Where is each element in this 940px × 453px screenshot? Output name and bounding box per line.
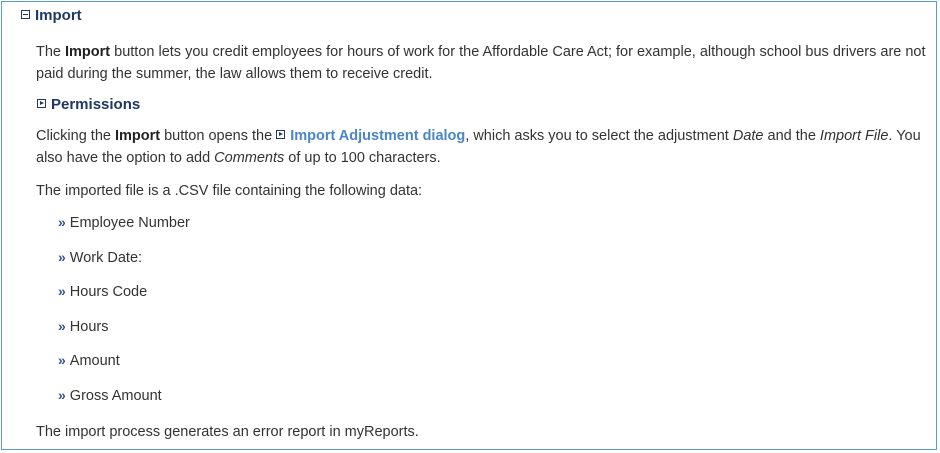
permissions-heading[interactable] <box>37 96 140 113</box>
text-fragment: button lets you credit employees for hours of work for the Affordable Care Act; for example, although school bus drivers are not paid during the summer, the law allows them to receive credit. <box>36 44 926 82</box>
text-fragment: button opens the <box>160 128 277 144</box>
import-file-term: Import File <box>819 128 889 144</box>
text-fragment: Clicking the <box>36 128 115 144</box>
bullet-icon: » <box>58 214 66 230</box>
text-fragment: of up to 100 characters. <box>284 150 441 166</box>
field-name: Work Date: <box>69 249 143 266</box>
field-name: Amount <box>69 353 120 370</box>
link-label: Import Adjustment dialog <box>290 128 466 144</box>
list-item <box>58 318 190 353</box>
import-heading-label: Import <box>35 7 82 24</box>
import-heading[interactable] <box>21 7 82 24</box>
bullet-icon: » <box>58 248 66 265</box>
comments-term: Comments <box>214 150 285 166</box>
import-bold: Import <box>114 128 161 144</box>
list-item <box>58 352 190 387</box>
error-report-note: The import process generates an error report in myReports. <box>36 424 419 440</box>
field-name: Hours Code <box>69 284 148 301</box>
bullet-icon: » <box>58 352 66 369</box>
list-item <box>58 249 190 284</box>
permissions-heading-label: Permissions <box>51 96 141 113</box>
expand-icon <box>276 130 285 139</box>
field-name: Hours <box>69 318 109 335</box>
csv-field-list <box>58 214 190 422</box>
import-description <box>36 41 931 85</box>
text-fragment: . You also have the option to add <box>36 128 921 166</box>
bullet-icon: » <box>58 386 66 403</box>
collapse-icon[interactable] <box>21 10 30 19</box>
import-dialog-description <box>36 125 931 169</box>
list-item <box>58 283 190 318</box>
expand-icon[interactable] <box>37 99 46 108</box>
text-fragment: , which asks you to select the adjustment <box>465 128 733 144</box>
bullet-icon: » <box>58 317 66 334</box>
list-item <box>58 214 190 249</box>
field-name: Employee Number <box>69 215 190 231</box>
date-term: Date <box>732 128 764 144</box>
field-name: Gross Amount <box>69 387 162 404</box>
import-adjustment-dialog-link[interactable] <box>276 128 465 144</box>
import-bold: Import <box>65 44 111 60</box>
text-fragment: and the <box>763 128 820 144</box>
bullet-icon: » <box>58 283 66 300</box>
csv-description: The imported file is a .CSV file containing the following data: <box>36 183 423 199</box>
text-fragment: The <box>36 44 66 60</box>
list-item <box>58 387 190 422</box>
